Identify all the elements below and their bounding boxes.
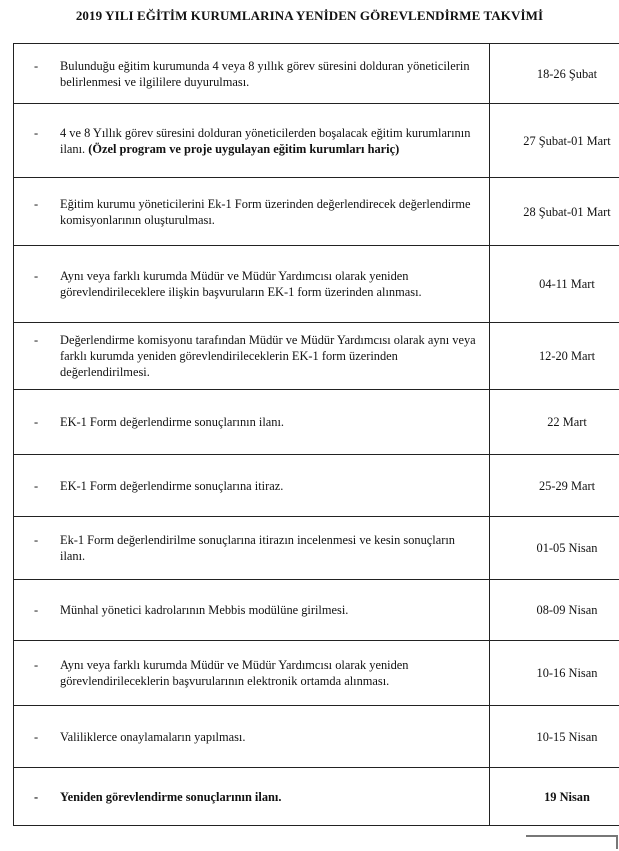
task-text: EK-1 Form değerlendirme sonuçlarına itiraz. bbox=[60, 478, 284, 493]
bullet-dash: - bbox=[34, 269, 39, 283]
task-text: 4 ve 8 Yıllık görev süresini dolduran yöneticilerden boşalacak eğitim kurumlarının ilanı. bbox=[60, 125, 471, 156]
task-cell bbox=[14, 580, 490, 641]
bullet-dash: - bbox=[34, 125, 39, 140]
task-cell bbox=[14, 178, 490, 246]
task-cell bbox=[14, 455, 490, 517]
bullet-dash: - bbox=[34, 333, 39, 347]
date-cell: 22 Mart bbox=[490, 390, 619, 455]
date-cell: 01-05 Nisan bbox=[490, 517, 619, 580]
task-cell bbox=[14, 641, 490, 706]
task-cell bbox=[14, 246, 490, 323]
task-text: Değerlendirme komisyonu tarafından Müdür ve Müdür Yardımcısı olarak aynı veya farklı kurumda yeniden görevlendirileceklerin EK-1 form üzerinden değerlendirilmesi. bbox=[60, 333, 476, 379]
task-text-wrapper bbox=[34, 125, 483, 157]
date-cell: 10-15 Nisan bbox=[490, 706, 619, 768]
schedule-table bbox=[13, 43, 619, 826]
task-cell bbox=[14, 44, 490, 104]
date-cell: 04-11 Mart bbox=[490, 246, 619, 323]
bullet-dash: - bbox=[34, 603, 39, 617]
date-cell: 18-26 Şubat bbox=[490, 44, 619, 104]
bullet-dash: - bbox=[34, 58, 39, 73]
bullet-dash: - bbox=[34, 533, 39, 547]
task-note: (Özel program ve proje uygulayan eğitim kurumları hariç) bbox=[88, 141, 400, 156]
task-text: Yeniden görevlendirme sonuçlarının ilanı. bbox=[60, 789, 282, 804]
date-cell: 19 Nisan bbox=[490, 768, 619, 826]
task-text: Aynı veya farklı kurumda Müdür ve Müdür Yardımcısı olarak yeniden görevlendirileceklere ilişkin başvuruların EK-1 form üzerinden alınması. bbox=[60, 269, 422, 299]
task-cell bbox=[14, 517, 490, 580]
table-row bbox=[14, 178, 619, 246]
task-text: Bulunduğu eğitim kurumunda 4 veya 8 yıllık görev süresini dolduran yöneticilerin belirlenmesi ve ilgililere duyurulması. bbox=[60, 58, 470, 89]
task-cell bbox=[14, 323, 490, 390]
page-corner-mark bbox=[526, 835, 618, 849]
task-text: Eğitim kurumu yöneticilerini Ek-1 Form üzerinden değerlendirecek değerlendirme komisyonlarının oluşturulması. bbox=[60, 196, 471, 227]
table-row bbox=[14, 44, 619, 104]
table-row bbox=[14, 706, 619, 768]
table-row bbox=[14, 580, 619, 641]
bullet-dash: - bbox=[34, 415, 39, 429]
task-text: Valiliklerce onaylamaların yapılması. bbox=[60, 729, 246, 744]
task-text: Aynı veya farklı kurumda Müdür ve Müdür Yardımcısı olarak yeniden görevlendirileceklerin başvurularının elektronik ortamda alınması. bbox=[60, 658, 409, 688]
task-text: EK-1 Form değerlendirme sonuçlarının ilanı. bbox=[60, 415, 285, 429]
date-cell: 08-09 Nisan bbox=[490, 580, 619, 641]
date-cell: 10-16 Nisan bbox=[490, 641, 619, 706]
bullet-dash: - bbox=[34, 658, 39, 672]
table-row bbox=[14, 246, 619, 323]
bullet-dash: - bbox=[34, 196, 39, 211]
table-row bbox=[14, 104, 619, 178]
bullet-dash: - bbox=[34, 478, 39, 493]
task-text: Ek-1 Form değerlendirilme sonuçlarına itirazın incelenmesi ve kesin sonuçların ilanı. bbox=[60, 533, 455, 563]
task-cell bbox=[14, 706, 490, 768]
task-cell bbox=[14, 104, 490, 178]
table-row bbox=[14, 390, 619, 455]
bullet-dash: - bbox=[34, 789, 39, 804]
bullet-dash: - bbox=[34, 729, 39, 744]
task-cell bbox=[14, 768, 490, 826]
task-cell bbox=[14, 390, 490, 455]
date-cell: 27 Şubat-01 Mart bbox=[490, 104, 619, 178]
table-row bbox=[14, 517, 619, 580]
page-title: 2019 YILI EĞİTİM KURUMLARINA YENİDEN GÖREVLENDİRME TAKVİMİ bbox=[75, 8, 544, 23]
date-cell: 12-20 Mart bbox=[490, 323, 619, 390]
table-row bbox=[14, 768, 619, 826]
date-cell: 28 Şubat-01 Mart bbox=[490, 178, 619, 246]
table-row bbox=[14, 641, 619, 706]
table-row bbox=[14, 455, 619, 517]
date-cell: 25-29 Mart bbox=[490, 455, 619, 517]
table-row bbox=[14, 323, 619, 390]
task-text: Münhal yönetici kadrolarının Mebbis modülüne girilmesi. bbox=[60, 603, 349, 617]
